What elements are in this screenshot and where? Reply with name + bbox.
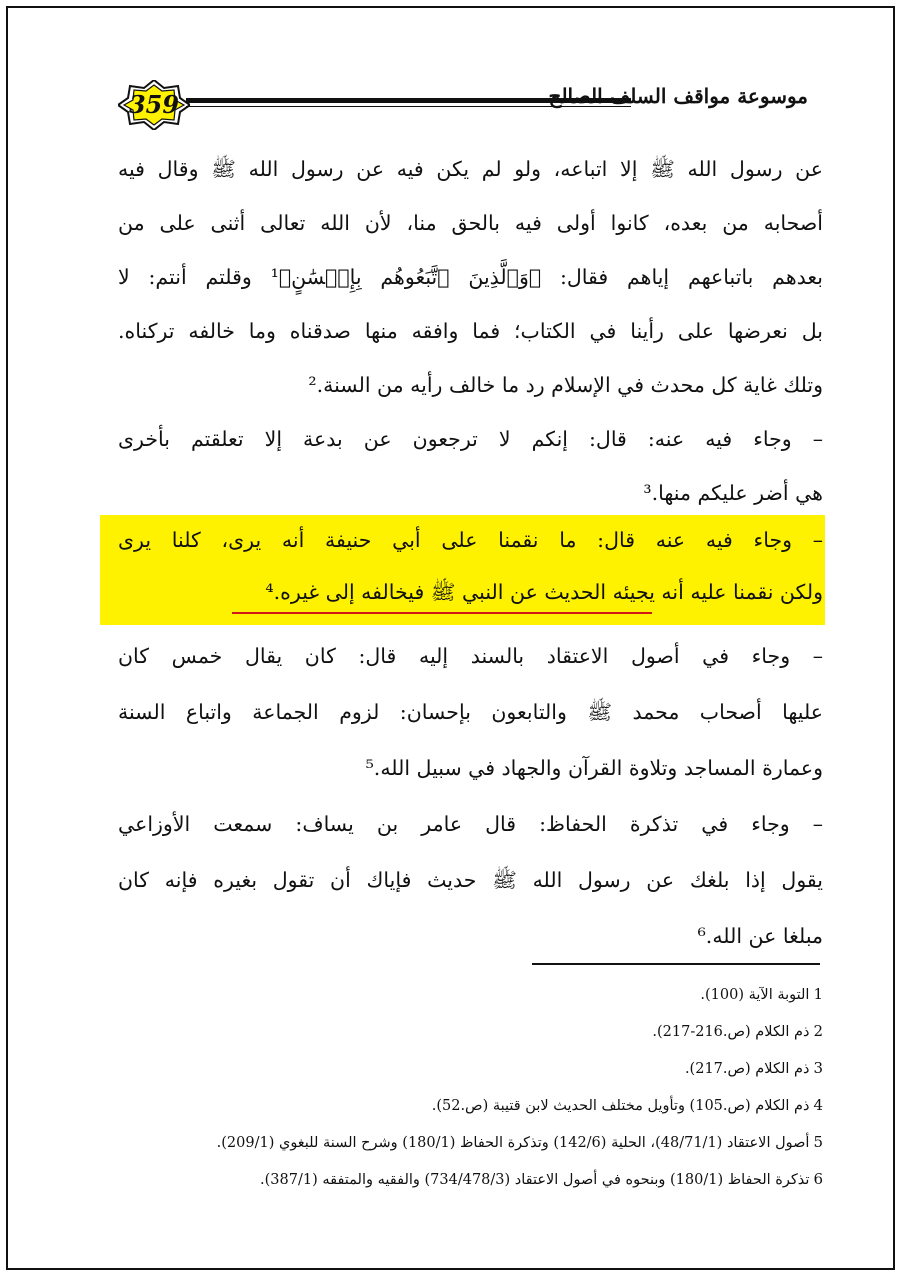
footnote-separator [532,963,820,965]
series-title: موسوعة مواقف السلف الصالح [548,84,808,108]
footnotes [110,976,823,1198]
text-line: عليها أصحاب محمد ﷺ والتابعون بإحسان: لزوم الجماعة واتباع السنة [118,700,823,724]
red-underline [232,612,652,614]
main-text [118,142,823,520]
page-number-badge [118,80,190,130]
footnote: 4ذم الكلام (ص.105) وتأويل مختلف الحديث لابن قتيبة (ص.52). [431,1096,823,1114]
page-number: 359 [128,90,180,119]
highlighted-text [118,514,823,618]
text-line: وعمارة المساجد وتلاوة القرآن والجهاد في سبيل الله.⁵ [365,756,823,780]
text-line: عن رسول الله ﷺ إلا اتباعه، ولو لم يكن فيه عن رسول الله ﷺ وقال فيه [118,157,823,181]
footnote: 5أصول الاعتقاد (48/71/1)، الحلية (142/6) وتذكرة الحفاظ (180/1) وشرح السنة للبغوي (209/1). [216,1133,823,1151]
text-line: وتلك غاية كل محدث في الإسلام رد ما خالف رأيه من السنة.² [308,373,823,397]
main-text-continued [118,628,823,964]
highlighted-line: – وجاء فيه عنه قال: ما نقمنا على أبي حنيفة أنه يرى، كلنا يرى [118,528,823,552]
highlighted-line: ولكن نقمنا عليه أنه يجيئه الحديث عن النبي ﷺ فيخالفه إلى غيره.⁴ [265,580,823,604]
text-line: – وجاء في تذكرة الحفاظ: قال عامر بن يساف: سمعت الأوزاعي [118,812,823,836]
text-line: – وجاء في أصول الاعتقاد بالسند إليه قال: كان يقال خمس كان [118,644,823,668]
text-line: بل نعرضها على رأينا في الكتاب؛ فما وافقه منها صدقناه وما خالفه تركناه. [118,319,823,343]
footnote: 1التوبة الآية (100). [700,985,823,1003]
page-header [118,80,808,130]
text-line: مبلغا عن الله.⁶ [697,924,823,948]
footnote: 3ذم الكلام (ص.217). [684,1059,823,1077]
footnote: 2ذم الكلام (ص.216-217). [652,1022,823,1040]
text-line: أصحابه من بعده، كانوا أولى فيه بالحق منا، لأن الله تعالى أثنى على من [118,211,823,235]
footnote: 6تذكرة الحفاظ (180/1) وبنحوه في أصول الاعتقاد (734/478/3) والفقيه والمتفقه (387/1). [260,1170,823,1188]
text-line: هي أضر عليكم منها.³ [643,481,823,505]
text-line: – وجاء فيه عنه: قال: إنكم لا ترجعون عن بدعة إلا تعلقتم بأخرى [118,427,823,451]
text-line: يقول إذا بلغك عن رسول الله ﷺ حديث فإياك أن تقول بغيره فإنه كان [118,868,823,892]
text-line: بعدهم باتباعهم إياهم فقال: ﴿وَٱلَّذِينَ ٱتَّبَعُوهُم بِإِحۡسَٰنٍ﴾¹ وقلتم أنتم: لا [118,265,823,289]
